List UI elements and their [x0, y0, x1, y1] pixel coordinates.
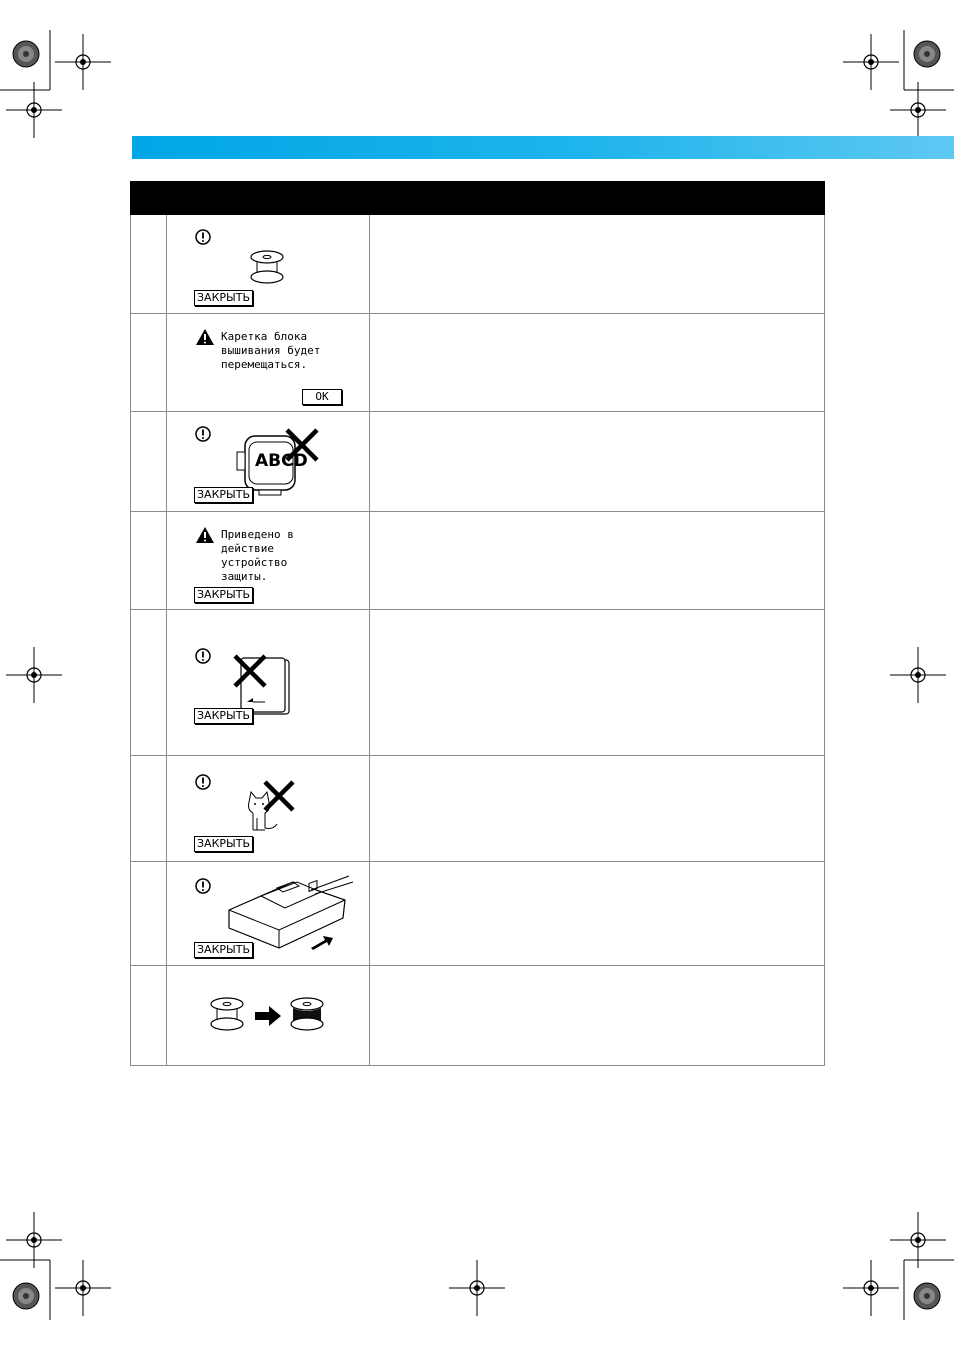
table-row — [131, 756, 825, 862]
warning-circle-icon — [195, 774, 213, 792]
row-number-cell — [131, 966, 167, 1066]
row-number-cell — [131, 610, 167, 756]
cause-cell — [370, 610, 825, 756]
table-row — [131, 314, 825, 412]
full-bobbin-icon — [289, 996, 329, 1036]
warning-triangle-icon — [195, 328, 215, 346]
header-cell-number — [131, 182, 167, 215]
screen-message-cell — [167, 512, 370, 610]
cause-cell — [370, 314, 825, 412]
cause-cell — [370, 412, 825, 512]
error-message-table — [130, 181, 825, 1066]
screen-message-cell — [167, 966, 370, 1066]
right-arrow-icon — [253, 1004, 283, 1028]
cross-mark-icon — [233, 654, 269, 690]
cause-cell — [370, 215, 825, 314]
frame-pattern-text: ABCD — [255, 451, 308, 471]
row-number-cell — [131, 862, 167, 966]
close-button[interactable]: ЗАКРЫТЬ — [194, 836, 253, 852]
table-row — [131, 512, 825, 610]
table-header-row — [131, 182, 825, 215]
row-number-cell — [131, 215, 167, 314]
row-number-cell — [131, 314, 167, 412]
cause-cell — [370, 862, 825, 966]
close-button[interactable]: ЗАКРЫТЬ — [194, 587, 253, 603]
screen-message-cell — [167, 412, 370, 512]
table-row — [131, 966, 825, 1066]
cause-cell — [370, 756, 825, 862]
screen-message-cell — [167, 610, 370, 756]
safety-message-text: Приведено в действие устройство защиты. — [221, 528, 294, 583]
warning-circle-icon — [195, 648, 213, 666]
table-row — [131, 412, 825, 512]
header-cell-message — [167, 182, 370, 215]
close-button[interactable]: ЗАКРЫТЬ — [194, 708, 253, 724]
warning-circle-icon — [195, 878, 213, 896]
close-button[interactable]: ЗАКРЫТЬ — [194, 290, 253, 306]
close-button[interactable]: ЗАКРЫТЬ — [194, 487, 253, 503]
warning-circle-icon — [195, 229, 213, 247]
table-row — [131, 610, 825, 756]
table-row — [131, 215, 825, 314]
screen-message-cell — [167, 756, 370, 862]
row-number-cell — [131, 512, 167, 610]
section-header-bar — [132, 136, 954, 159]
row-number-cell — [131, 756, 167, 862]
cross-mark-icon — [263, 780, 299, 816]
header-cell-cause — [370, 182, 825, 215]
cross-mark-icon — [285, 428, 321, 464]
table-row — [131, 862, 825, 966]
cause-cell — [370, 512, 825, 610]
screen-message-cell — [167, 862, 370, 966]
warning-circle-icon — [195, 426, 213, 444]
empty-bobbin-icon — [209, 996, 249, 1036]
warning-triangle-icon — [195, 526, 215, 544]
carriage-message-text: Каретка блока вышивания будет перемещаться. — [221, 330, 321, 371]
bobbin-icon — [249, 249, 289, 289]
screen-message-cell — [167, 314, 370, 412]
ok-button[interactable]: OK — [302, 389, 342, 405]
screen-message-cell — [167, 215, 370, 314]
row-number-cell — [131, 412, 167, 512]
close-button[interactable]: ЗАКРЫТЬ — [194, 942, 253, 958]
cause-cell — [370, 966, 825, 1066]
